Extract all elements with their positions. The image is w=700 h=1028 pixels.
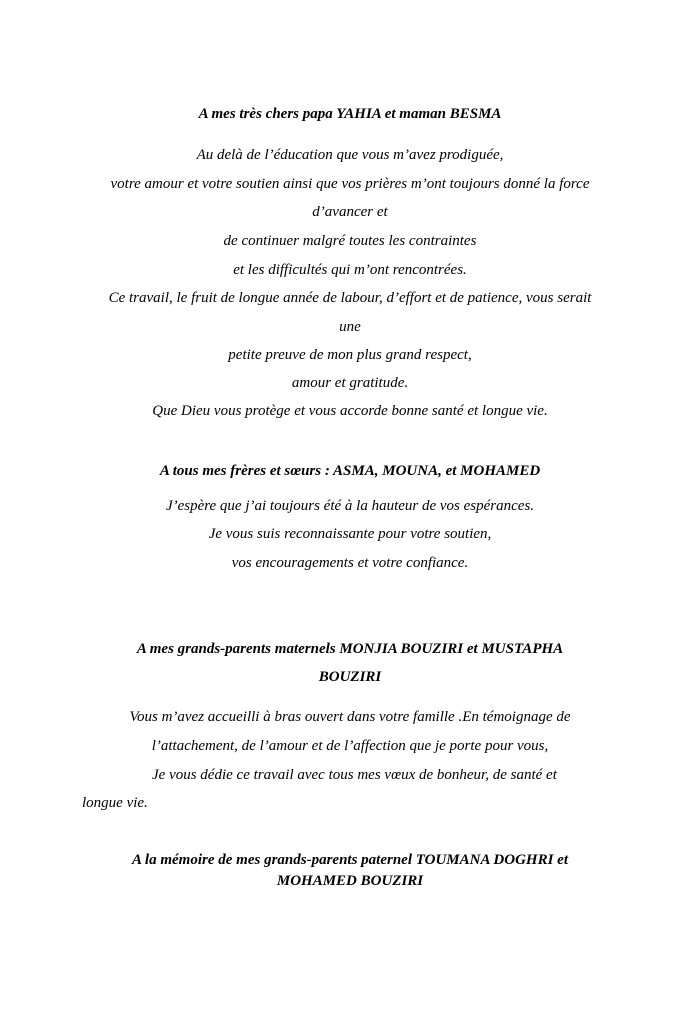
parents-line: Au delà de l’éducation que vous m’avez prodiguée, <box>196 147 504 163</box>
parents-line: et les difficultés qui m’ont rencontrées. <box>233 262 467 278</box>
parents-line: amour et gratitude. <box>291 375 409 391</box>
maternal-grandparents-heading-cont: BOUZIRI <box>318 669 382 685</box>
maternal-grandparents-heading: A mes grands-parents maternels MONJIA BOUZIRI et MUSTAPHA <box>136 641 564 657</box>
siblings-heading: A tous mes frères et sœurs : ASMA, MOUNA, et MOHAMED <box>159 463 541 479</box>
siblings-line: vos encouragements et votre confiance. <box>231 555 469 571</box>
parents-heading: A mes très chers papa YAHIA et maman BESMA <box>198 106 502 122</box>
maternal-grandparents-line: l’attachement, de l’amour et de l’affection que je porte pour vous, <box>151 738 549 754</box>
parents-line: de continuer malgré toutes les contraintes <box>223 233 477 249</box>
maternal-grandparents-line: longue vie. <box>82 795 148 811</box>
paternal-grandparents-heading-cont: MOHAMED BOUZIRI <box>276 873 424 889</box>
parents-line: Que Dieu vous protège et vous accorde bonne santé et longue vie. <box>152 403 548 419</box>
parents-line: Ce travail, le fruit de longue année de labour, d’effort et de patience, vous serait <box>108 290 592 306</box>
parents-line: petite preuve de mon plus grand respect, <box>228 347 472 363</box>
parents-line: une <box>339 319 361 335</box>
siblings-line: Je vous suis reconnaissante pour votre soutien, <box>208 526 492 542</box>
siblings-line: J’espère que j’ai toujours été à la hauteur de vos espérances. <box>165 498 535 514</box>
paternal-grandparents-heading: A la mémoire de mes grands-parents paternel TOUMANA DOGHRI et <box>132 852 568 868</box>
parents-line: votre amour et votre soutien ainsi que vos prières m’ont toujours donné la force <box>110 176 590 192</box>
maternal-grandparents-line: Vous m’avez accueilli à bras ouvert dans votre famille .En témoignage de <box>129 709 571 725</box>
parents-line: d’avancer et <box>312 204 388 220</box>
maternal-grandparents-line: Je vous dédie ce travail avec tous mes vœux de bonheur, de santé et <box>152 767 557 783</box>
